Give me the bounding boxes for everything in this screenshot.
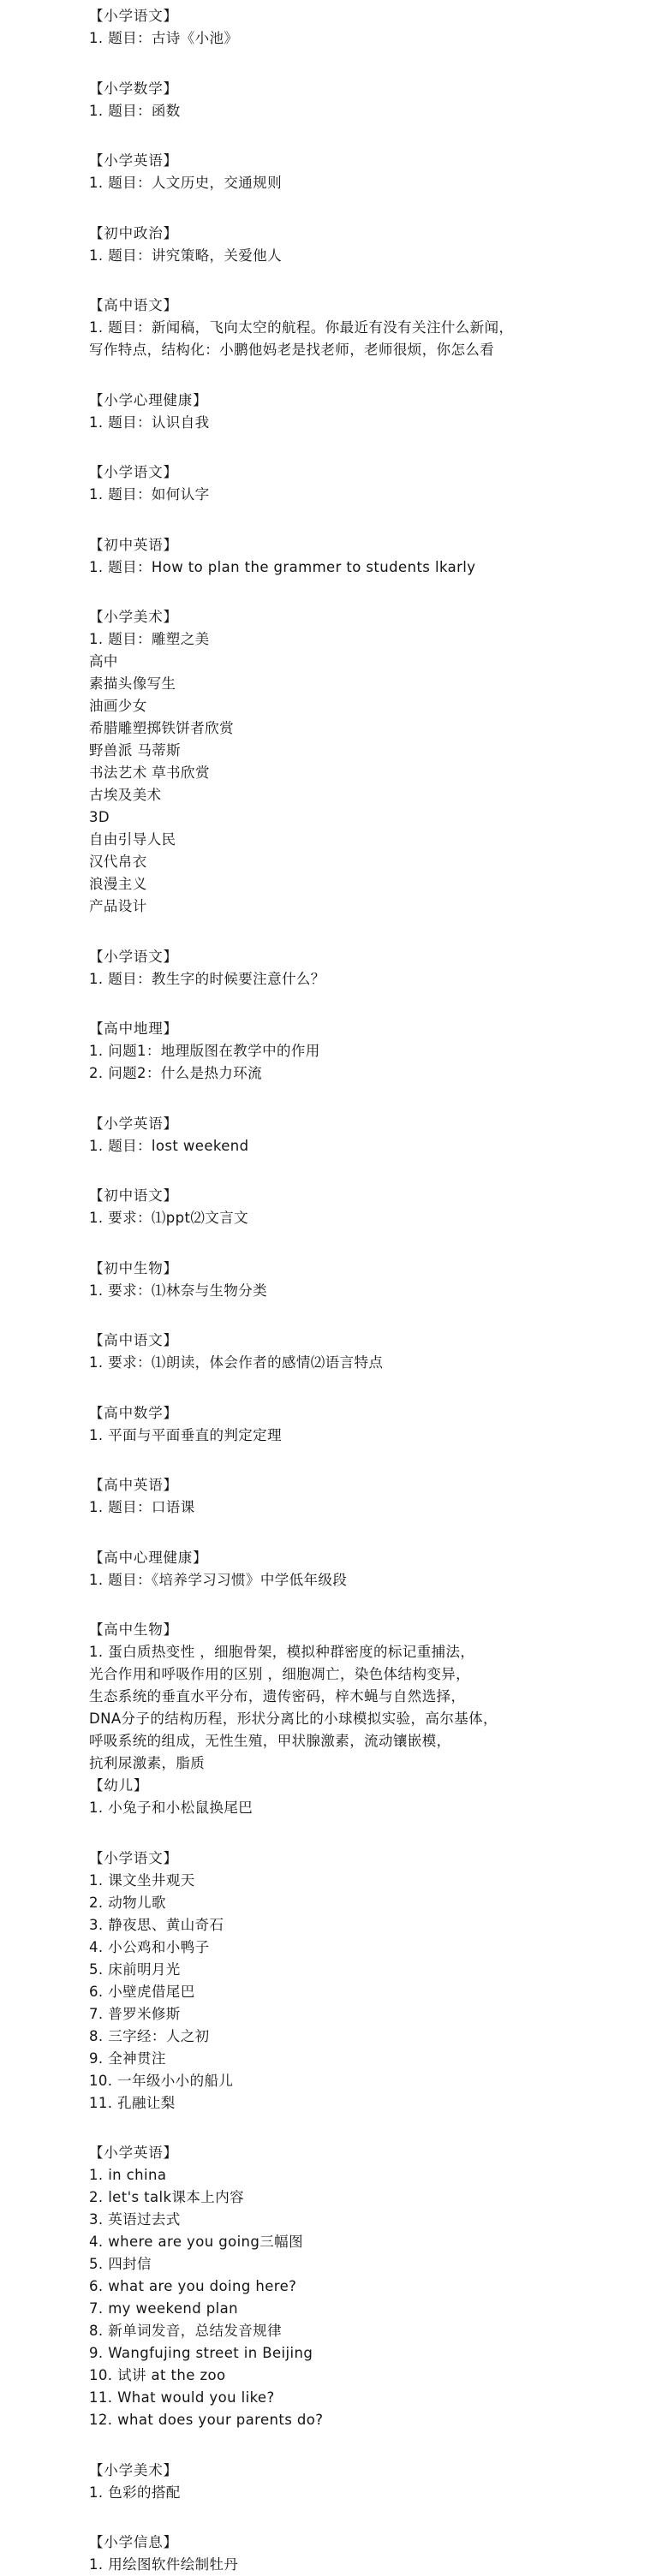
section-heading: 【高中数学】 <box>89 1404 178 1421</box>
section-item: 产品设计 <box>89 898 147 914</box>
section <box>89 606 668 918</box>
section-item: 12. what does your parents do? <box>89 2412 324 2428</box>
section-item: 3. 静夜思、黄山奇石 <box>89 1916 224 1933</box>
section-heading: 【小学语文】 <box>89 1849 178 1866</box>
section <box>89 2142 668 2431</box>
section-item: 3. 英语过去式 <box>89 2211 181 2228</box>
section <box>89 78 668 122</box>
section-item: 2. let's talk课本上内容 <box>89 2189 244 2205</box>
section <box>89 461 668 506</box>
section-item: 1. 蛋白质热变性 ，细胞骨架，模拟种群密度的标记重捕法， <box>89 1644 475 1660</box>
section <box>89 390 668 434</box>
section-item: 1. in china <box>89 2167 167 2183</box>
section-item: 1. 用绘图软件绘制牡丹 <box>89 2556 239 2573</box>
section-item: 5. 四封信 <box>89 2256 152 2272</box>
section <box>89 1402 668 1447</box>
section-item: 素描头像写生 <box>89 675 176 692</box>
section-item: 5. 床前明月光 <box>89 1960 181 1978</box>
section-item: 1. 题目：雕塑之美 <box>89 631 210 647</box>
section-heading: 【小学英语】 <box>89 1115 178 1132</box>
section-heading: 【高中地理】 <box>89 1020 178 1037</box>
section-heading: 【高中心理健康】 <box>89 1549 208 1566</box>
section <box>89 534 668 579</box>
section-item: 自由引导人民 <box>89 831 176 848</box>
section <box>89 1474 668 1519</box>
section-item: 9. Wangfujing street in Beijing <box>89 2345 313 2361</box>
section <box>89 1185 668 1229</box>
section-heading: 【小学语文】 <box>89 464 178 480</box>
section-item: 4. 小公鸡和小鸭子 <box>89 1938 210 1955</box>
section-item: 1. 题目：新闻稿，飞向太空的航程。你最近有没有关注什么新闻， <box>89 319 514 336</box>
section <box>89 5 668 50</box>
section-item: 野兽派 马蒂斯 <box>89 742 182 759</box>
section-item: 1. 要求：⑴朗读，体会作者的感情⑵语言特点 <box>89 1354 384 1371</box>
section-item: 10. 试讲 at the zoo <box>89 2367 226 2383</box>
section-item: 光合作用和呼吸作用的区别 ，细胞凋亡，染色体结构变异， <box>89 1666 471 1682</box>
section <box>89 1018 668 1085</box>
section-item: 2. 问题2：什么是热力环流 <box>89 1065 263 1081</box>
section <box>89 2531 668 2576</box>
section <box>89 1847 668 2115</box>
section-item: 1. 题目：函数 <box>89 102 181 119</box>
section <box>89 1258 668 1302</box>
section <box>89 1330 668 1374</box>
section-item: 1. 题目：人文历史，交通规则 <box>89 175 282 191</box>
section-heading: 【幼儿】 <box>89 1777 149 1794</box>
section-heading: 【小学美术】 <box>89 2461 178 2478</box>
section-item: 希腊雕塑掷铁饼者欣赏 <box>89 720 234 736</box>
section-item: 生态系统的垂直水平分布，遗传密码，梓木蝇与自然选择， <box>89 1688 466 1704</box>
section-heading: 【高中语文】 <box>89 297 178 313</box>
section-item: 9. 全神贯注 <box>89 2049 166 2067</box>
section <box>89 294 668 361</box>
section-item: 1. 题目：口语课 <box>89 1499 195 1515</box>
section-item: 古埃及美术 <box>89 787 162 803</box>
section-item: 1. 题目：如何认字 <box>89 486 210 503</box>
section <box>89 1775 668 1819</box>
section-heading: 【小学数学】 <box>89 80 178 97</box>
section-heading: 【小学英语】 <box>89 2145 178 2161</box>
section-item: 4. where are you going三幅图 <box>89 2234 303 2250</box>
section-item: 1. 题目：讲究策略，关爱他人 <box>89 247 282 264</box>
section-item: 1. 题目：认识自我 <box>89 413 210 431</box>
section-heading: 【高中英语】 <box>89 1477 178 1493</box>
section-item: 2. 动物儿歌 <box>89 1894 166 1911</box>
section-item: 11. What would you like? <box>89 2389 275 2406</box>
section-heading: 【初中政治】 <box>89 224 178 241</box>
section <box>89 150 668 194</box>
section-item: 1. 题目：《培养学习习惯》中学低年级段 <box>89 1571 348 1588</box>
section-item: 1. 问题1：地理版图在教学中的作用 <box>89 1043 320 1059</box>
section-item: 1. 平面与平面垂直的判定定理 <box>89 1426 282 1443</box>
section-item: 8. 三字经：人之初 <box>89 2027 210 2044</box>
section-heading: 【小学心理健康】 <box>89 391 208 408</box>
section-item: 7. 普罗米修斯 <box>89 2005 181 2022</box>
section-item: 6. 小壁虎借尾巴 <box>89 1983 195 2000</box>
section-item: 6. what are you doing here? <box>89 2278 297 2294</box>
section-heading: 【小学信息】 <box>89 2534 178 2550</box>
section-heading: 【初中英语】 <box>89 536 178 553</box>
section-heading: 【高中语文】 <box>89 1332 178 1348</box>
section-item: 1. 要求：⑴ppt⑵文言文 <box>89 1210 249 1226</box>
section-item: 1. 题目：lost weekend <box>89 1137 249 1154</box>
section <box>89 1619 668 1775</box>
section-item: DNA分子的结构历程，形状分离比的小球模拟实验，高尔基体， <box>89 1710 498 1727</box>
section-item: 1. 题目：How to plan the grammer to students lkarly <box>89 558 476 575</box>
section-heading: 【小学语文】 <box>89 948 178 965</box>
section-heading: 【小学英语】 <box>89 152 178 169</box>
section-heading: 【初中生物】 <box>89 1259 178 1276</box>
section-heading: 【小学美术】 <box>89 609 178 625</box>
section-item: 抗利尿激素，脂质 <box>89 1755 206 1771</box>
section-item: 3D <box>89 809 110 825</box>
section <box>89 1113 668 1157</box>
section-item: 汉代帛衣 <box>89 854 147 870</box>
section-heading: 【高中生物】 <box>89 1621 178 1638</box>
section-heading: 【小学语文】 <box>89 8 178 24</box>
section-item: 1. 小兔子和小松鼠换尾巴 <box>89 1800 253 1816</box>
section <box>89 2460 668 2504</box>
section-item: 11. 孔融让梨 <box>89 2094 176 2111</box>
section-item: 1. 课文坐井观天 <box>89 1871 195 1889</box>
section-item: 1. 题目：古诗《小池》 <box>89 30 239 46</box>
section-item: 写作特点，结构化：小鹏他妈老是找老师，老师很烦，你怎么看 <box>89 342 495 358</box>
section-item: 7. my weekend plan <box>89 2300 238 2317</box>
section-item: 浪漫主义 <box>89 876 147 892</box>
section-item: 书法艺术 草书欣赏 <box>89 764 210 781</box>
section <box>89 223 668 267</box>
section-item: 1. 要求：⑴林奈与生物分类 <box>89 1282 268 1299</box>
section-item: 呼吸系统的组成，无性生殖，甲状腺激素，流动镶嵌模， <box>89 1733 451 1749</box>
section-item: 油画少女 <box>89 698 147 714</box>
section-item: 8. 新单词发音，总结发音规律 <box>89 2323 282 2339</box>
section <box>89 946 668 991</box>
section <box>89 1547 668 1591</box>
section-item: 10. 一年级小小的船儿 <box>89 2072 234 2089</box>
section-item: 高中 <box>89 653 118 669</box>
section-item: 1. 色彩的搭配 <box>89 2484 181 2501</box>
section-item: 1. 题目：教生字的时候要注意什么？ <box>89 970 325 987</box>
section-heading: 【初中语文】 <box>89 1187 178 1204</box>
